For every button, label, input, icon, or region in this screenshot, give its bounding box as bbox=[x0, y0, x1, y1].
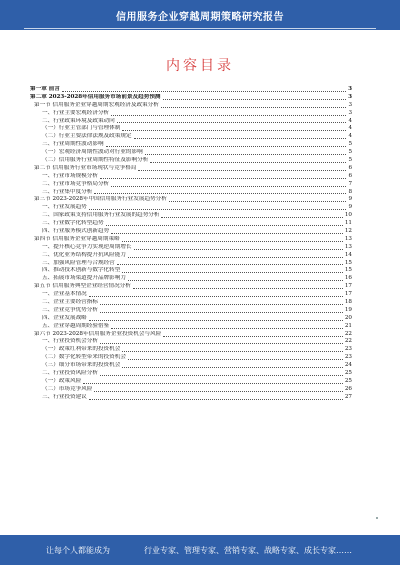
toc-entry-page: 27 bbox=[344, 393, 352, 400]
toc-entry[interactable] bbox=[30, 252, 352, 260]
toc-entry-label: 二、行业投资风险分析 bbox=[42, 370, 98, 377]
toc-entry[interactable] bbox=[30, 394, 352, 402]
toc-entry-label: 二、优化业务结构提升抗风险能力 bbox=[42, 251, 126, 258]
toc-entry[interactable] bbox=[30, 275, 352, 283]
toc-entry-page: 4 bbox=[348, 117, 352, 124]
toc-leader-dots bbox=[89, 296, 343, 297]
toc-leader-dots bbox=[62, 91, 346, 92]
toc-leader-dots bbox=[94, 193, 346, 194]
toc-entry-label: 一、行业投资机会分析 bbox=[42, 338, 98, 345]
toc-entry-page: 23 bbox=[344, 346, 352, 353]
toc-entry-page: 5 bbox=[348, 157, 352, 163]
toc-heading: 内容目录 bbox=[166, 58, 234, 74]
toc-entry[interactable] bbox=[30, 133, 352, 141]
toc-entry-page: 14 bbox=[344, 251, 352, 258]
toc-entry-page: 22 bbox=[344, 338, 352, 345]
toc-entry[interactable] bbox=[30, 283, 352, 291]
toc-entry-page: 8 bbox=[348, 188, 352, 195]
toc-entry-page: 21 bbox=[344, 322, 352, 329]
toc-entry-page: 3 bbox=[348, 85, 352, 92]
toc-leader-dots bbox=[83, 383, 343, 384]
toc-leader-dots bbox=[100, 312, 343, 313]
toc-entry-page: 19 bbox=[344, 306, 352, 313]
toc-entry-label: 五、企业穿越周期经验借鉴 bbox=[42, 322, 110, 329]
toc-leader-dots bbox=[89, 399, 343, 400]
toc-entry-label: 三、行业投资建议 bbox=[42, 393, 87, 400]
toc-entry-label: 二、国家政策支持信用服务行业发展的趋势分析 bbox=[42, 212, 160, 219]
toc-entry[interactable] bbox=[30, 228, 352, 236]
toc-entry-page: 10 bbox=[344, 212, 352, 219]
toc-entry-page: 16 bbox=[344, 275, 352, 282]
toc-entry[interactable] bbox=[30, 196, 352, 204]
toc-entry[interactable] bbox=[30, 307, 352, 315]
toc-entry-page: 22 bbox=[344, 330, 352, 337]
toc-leader-dots bbox=[128, 280, 343, 281]
toc-entry-label: 二、企业主要经营指标 bbox=[42, 299, 98, 306]
toc-entry-page: 15 bbox=[344, 267, 352, 274]
toc-leader-dots bbox=[117, 122, 347, 123]
toc-entry[interactable] bbox=[30, 236, 352, 244]
toc-leader-dots bbox=[122, 367, 343, 368]
toc-entry-page: 24 bbox=[344, 362, 352, 369]
toc-entry-label: 二、行业政策环境及政策动向 bbox=[42, 117, 115, 124]
toc-leader-dots bbox=[122, 241, 343, 242]
toc-leader-dots bbox=[94, 391, 343, 392]
toc-entry-page: 3 bbox=[348, 109, 352, 116]
toc-entry-label: 第六节 2023-2028年信用服务企业投资机会与风险 bbox=[34, 330, 162, 337]
toc-entry[interactable] bbox=[30, 331, 352, 339]
toc-entry-page: 3 bbox=[348, 101, 352, 108]
toc-entry[interactable] bbox=[30, 149, 352, 157]
toc-entry[interactable] bbox=[30, 189, 352, 197]
toc-leader-dots bbox=[138, 170, 346, 171]
toc-entry[interactable] bbox=[30, 118, 352, 126]
toc-leader-dots bbox=[100, 304, 343, 305]
toc-entry[interactable] bbox=[30, 299, 352, 307]
toc-entry[interactable] bbox=[30, 315, 352, 323]
toc-entry-label: 三、企业竞争优势分析 bbox=[42, 306, 98, 313]
toc-entry-page: 17 bbox=[344, 291, 352, 298]
toc-entry-label: （一）宏观经济周期性波动对行业的影响 bbox=[42, 149, 143, 156]
toc-entry-label: （二）数字化转型带来的投资机会 bbox=[42, 354, 126, 361]
toc-leader-dots bbox=[106, 225, 343, 226]
toc-entry[interactable] bbox=[30, 346, 352, 354]
toc-entry[interactable] bbox=[30, 339, 352, 347]
toc-entry-label: 三、行业数字化转型趋势 bbox=[42, 220, 104, 227]
toc-entry-label: 五、拓展市场渠道提升品牌影响力 bbox=[42, 275, 126, 282]
toc-entry[interactable] bbox=[30, 354, 352, 362]
toc-entry-label: 一、行业主要宏观经济分析 bbox=[42, 109, 110, 116]
toc-entry[interactable] bbox=[30, 157, 352, 165]
toc-entry[interactable] bbox=[30, 362, 352, 370]
toc-entry[interactable] bbox=[30, 244, 352, 252]
toc-entry-label: （二）市场竞争风险 bbox=[42, 385, 93, 392]
toc-entry-label: 二、行业市场竞争格局分析 bbox=[42, 180, 110, 187]
toc-entry-page: 11 bbox=[344, 220, 352, 227]
toc-entry-page: 4 bbox=[348, 133, 352, 140]
toc-entry-label: 三、行业集中度分析 bbox=[42, 188, 93, 195]
toc-entry-page: 6 bbox=[348, 164, 352, 171]
toc-entry-label: 第四节 信用服务企业穿越周期策略 bbox=[34, 235, 120, 242]
toc-entry-label: （二）信用服务行业周期性特征及影响分析 bbox=[42, 157, 149, 163]
toc-leader-dots bbox=[128, 257, 343, 258]
toc-entry-label: 第一节 信用服务企业穿越周期宏观经济及政策分析 bbox=[34, 101, 159, 108]
toc-entry[interactable] bbox=[30, 181, 352, 189]
toc-entry-page: 6 bbox=[348, 172, 352, 179]
toc-entry-page: 13 bbox=[344, 243, 352, 250]
toc-entry-label: 第五节 信用服务典型企业经营情况分析 bbox=[34, 283, 131, 290]
toc-entry[interactable] bbox=[30, 291, 352, 299]
report-title: 信用服务企业穿越周期策略研究报告 bbox=[116, 12, 284, 23]
toc-leader-dots bbox=[100, 343, 343, 344]
toc-entry-page: 15 bbox=[344, 259, 352, 266]
toc-entry[interactable] bbox=[30, 110, 352, 118]
toc-entry-page: 26 bbox=[344, 385, 352, 392]
page-marker bbox=[376, 517, 378, 519]
toc-entry[interactable] bbox=[30, 204, 352, 212]
toc-entry[interactable] bbox=[30, 212, 352, 220]
toc-leader-dots bbox=[163, 99, 347, 100]
toc-entry-page: 7 bbox=[348, 180, 352, 187]
page-footer bbox=[0, 535, 400, 565]
toc-entry-page: 23 bbox=[344, 354, 352, 361]
toc-entry-label: 三、加强风险管理与合规经营 bbox=[42, 259, 115, 266]
toc-entry[interactable] bbox=[30, 378, 352, 386]
toc-entry-label: （三）细分市场带来的投资机会 bbox=[42, 362, 121, 369]
toc-leader-dots bbox=[89, 320, 343, 321]
toc-leader-dots bbox=[169, 201, 347, 202]
footer-slogan: 让每个人都能成为 bbox=[46, 546, 110, 555]
toc-leader-dots bbox=[145, 154, 347, 155]
toc-leader-dots bbox=[89, 209, 347, 210]
toc-leader-dots bbox=[122, 351, 343, 352]
toc-entry-label: 一、提升核心竞争力实现逆周期增长 bbox=[42, 243, 132, 250]
toc-entry-page: 9 bbox=[348, 196, 352, 203]
toc-leader-dots bbox=[100, 178, 346, 179]
toc-leader-dots bbox=[161, 217, 342, 218]
toc-entry-page: 5 bbox=[348, 149, 352, 156]
toc-leader-dots bbox=[117, 264, 343, 265]
toc-entry-label: （一）行业主管部门与管理体制 bbox=[42, 125, 121, 132]
toc-leader-dots bbox=[134, 138, 347, 139]
page-header bbox=[0, 0, 400, 30]
toc-entry[interactable] bbox=[30, 386, 352, 394]
toc-entry[interactable] bbox=[30, 370, 352, 378]
table-of-contents bbox=[30, 86, 352, 402]
toc-leader-dots bbox=[163, 336, 343, 337]
toc-entry-label: 第一章 前言 bbox=[30, 85, 60, 92]
toc-entry[interactable] bbox=[30, 94, 352, 102]
toc-entry[interactable] bbox=[30, 260, 352, 268]
toc-leader-dots bbox=[111, 115, 346, 116]
toc-entry[interactable] bbox=[30, 220, 352, 228]
toc-entry-label: 四、企业发展战略 bbox=[42, 314, 87, 321]
toc-entry-label: （一）政策红利带来的投资机会 bbox=[42, 346, 121, 353]
toc-entry-page: 4 bbox=[348, 125, 352, 132]
toc-entry[interactable] bbox=[30, 102, 352, 110]
toc-entry[interactable] bbox=[30, 173, 352, 181]
toc-entry[interactable] bbox=[30, 86, 352, 94]
toc-entry-label: 四、行业服务模式创新趋势 bbox=[42, 228, 110, 235]
toc-entry-label: 三、行业周期性波动影响 bbox=[42, 141, 104, 148]
toc-leader-dots bbox=[111, 233, 343, 234]
toc-entry-label: 一、行业发展趋势 bbox=[42, 204, 87, 211]
toc-entry-label: 第二节 信用服务行业市场现状与竞争格局 bbox=[34, 164, 137, 171]
toc-entry-page: 17 bbox=[344, 283, 352, 290]
toc-leader-dots bbox=[134, 249, 343, 250]
toc-entry-label: 第三节 2023-2028年中国信用服务行业发展趋势分析 bbox=[34, 196, 167, 203]
toc-entry-label: 一、企业基本情况 bbox=[42, 291, 87, 298]
toc-leader-dots bbox=[122, 130, 346, 131]
toc-leader-dots bbox=[111, 186, 346, 187]
toc-leader-dots bbox=[122, 272, 343, 273]
toc-entry-page: 5 bbox=[348, 141, 352, 148]
toc-leader-dots bbox=[150, 162, 346, 163]
toc-entry-label: 一、行业市场规模分析 bbox=[42, 172, 98, 179]
toc-entry-page: 3 bbox=[348, 93, 352, 100]
toc-entry-page: 9 bbox=[348, 204, 352, 211]
toc-entry-label: 第二章 2023-2028年信用服务市场前景及趋势预测 bbox=[30, 93, 161, 100]
toc-entry-page: 13 bbox=[344, 235, 352, 242]
toc-leader-dots bbox=[100, 375, 343, 376]
toc-leader-dots bbox=[128, 359, 343, 360]
toc-leader-dots bbox=[133, 288, 343, 289]
header-divider bbox=[24, 28, 376, 29]
toc-entry-label: 四、推动技术创新与数字化转型 bbox=[42, 267, 121, 274]
toc-entry-page: 20 bbox=[344, 314, 352, 321]
toc-entry-page: 25 bbox=[344, 370, 352, 377]
toc-leader-dots bbox=[106, 146, 347, 147]
footer-expert-list: 行业专家、管理专家、营销专家、战略专家、成长专家…… bbox=[144, 546, 352, 555]
toc-entry[interactable] bbox=[30, 267, 352, 275]
toc-entry[interactable] bbox=[30, 323, 352, 331]
toc-entry-label: （二）行业主要法律法规及政策规定 bbox=[42, 133, 132, 140]
toc-leader-dots bbox=[111, 328, 343, 329]
toc-leader-dots bbox=[161, 107, 347, 108]
toc-entry-page: 18 bbox=[344, 299, 352, 306]
toc-entry[interactable] bbox=[30, 165, 352, 173]
toc-entry-page: 25 bbox=[344, 377, 352, 384]
toc-entry[interactable] bbox=[30, 141, 352, 149]
toc-entry-page: 12 bbox=[344, 228, 352, 235]
toc-entry-label: （一）政策风险 bbox=[42, 377, 82, 384]
toc-entry[interactable] bbox=[30, 125, 352, 133]
